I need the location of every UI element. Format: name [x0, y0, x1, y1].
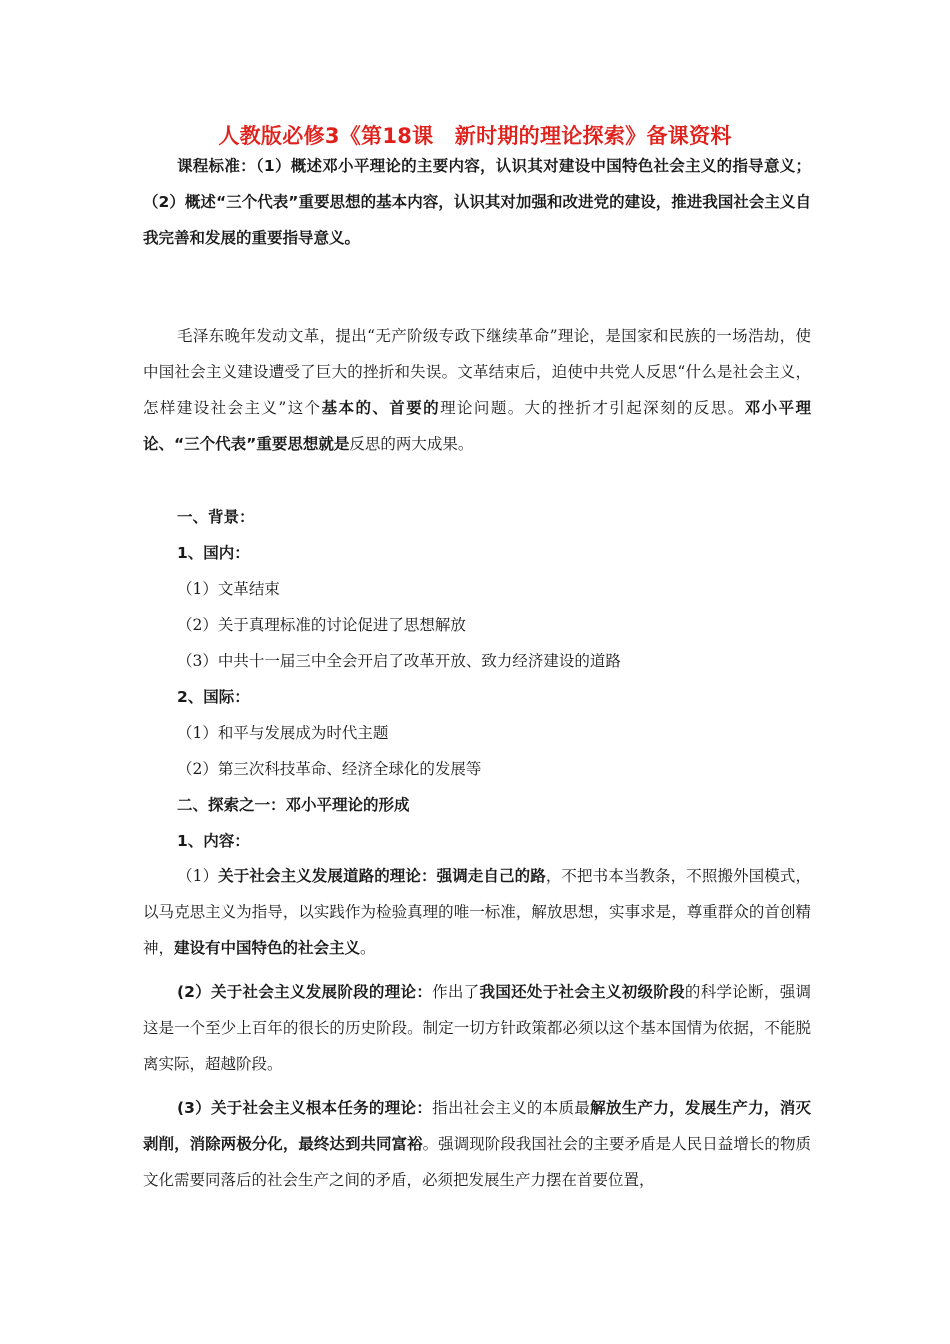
heading-domestic: 1、国内： — [177, 544, 250, 562]
domestic-item-1: （1）文革结束 — [177, 580, 280, 598]
international-item-2: （2）第三次科技革命、经济全球化的发展等 — [177, 760, 482, 778]
heading-exploration-one: 二、探索之一：邓小平理论的形成 — [177, 796, 410, 814]
intro-paragraph — [143, 318, 811, 462]
content-item-3 — [143, 1090, 811, 1198]
content-1-number: （1） — [177, 867, 219, 885]
heading-background: 一、背景： — [177, 508, 255, 526]
content-2-heading: (2）关于社会主义发展阶段的理论： — [177, 983, 433, 1001]
content-2-body-2: 的科学论断，强调这是一个至少上百年的很长的历史阶段。制定一切方针政策都必须以这个基本国情为依据，不能脱离实际，超越阶段。 — [143, 983, 811, 1073]
heading-content: 1、内容： — [177, 832, 250, 850]
content-3-body-1: 指出社会主义的本质最 — [432, 1099, 591, 1117]
document-title: 人教版必修3《第18课 新时期的理论探索》备课资料 — [218, 124, 732, 148]
content-2-bold: 我国还处于社会主义初级阶段 — [479, 983, 685, 1001]
course-standard: 课程标准：（1）概述邓小平理论的主要内容，认识其对建设中国特色社会主义的指导意义；（2）概述“三个代表”重要思想的基本内容，认识其对加强和改进党的建设，推进我国社会主义自我完善和发展的重要指导意义。 — [143, 157, 811, 247]
content-1-conclusion: 建设有中国特色的社会主义 — [174, 939, 361, 957]
content-3-heading: (3）关于社会主义根本任务的理论： — [177, 1099, 433, 1117]
intro-bold-1: 基本的、首要的 — [321, 399, 441, 417]
content-1-end: 。 — [360, 939, 376, 957]
heading-international: 2、国际： — [177, 688, 250, 706]
content-3-bold: 解放生产力，发展生产力，消灭剥削，消除两极分化，最终达到共同富裕 — [143, 1099, 811, 1153]
content-3-body-2: 。强调现阶段我国社会的主要矛盾是人民日益增长的物质文化需要同落后的社会生产之间的矛盾，必须把发展生产力摆在首要位置， — [143, 1135, 811, 1189]
content-2-body-1: 作出了 — [432, 983, 480, 1001]
content-item-1 — [143, 858, 811, 966]
domestic-item-2: （2）关于真理标准的讨论促进了思想解放 — [177, 616, 466, 634]
domestic-item-3: （3）中共十一届三中全会开启了改革开放、致力经济建设的道路 — [177, 652, 621, 670]
international-item-1: （1）和平与发展成为时代主题 — [177, 724, 389, 742]
intro-text-2: 理论问题。大的挫折才引起深刻的反思。 — [440, 399, 745, 417]
intro-bold-2: 邓小平理论、“三个代表”重要思想就是 — [143, 399, 811, 453]
content-item-2 — [143, 974, 811, 1082]
content-1-heading: 关于社会主义发展道路的理论：强调走自己的路 — [218, 867, 546, 885]
intro-text-1: 毛泽东晚年发动文革，提出“无产阶级专政下继续革命”理论，是国家和民族的一场浩劫，使中国社会主义建设遭受了巨大的挫折和失误。文革结束后，迫使中共党人反思“什么是社会主义，怎样建设社会主义”这个 — [143, 327, 811, 417]
content-1-body: ，不把书本当教条，不照搬外国模式，以马克思主义为指导，以实践作为检验真理的唯一标准，解放思想，实事求是，尊重群众的首创精神， — [143, 867, 811, 957]
intro-text-3: 反思的两大成果。 — [349, 435, 474, 453]
